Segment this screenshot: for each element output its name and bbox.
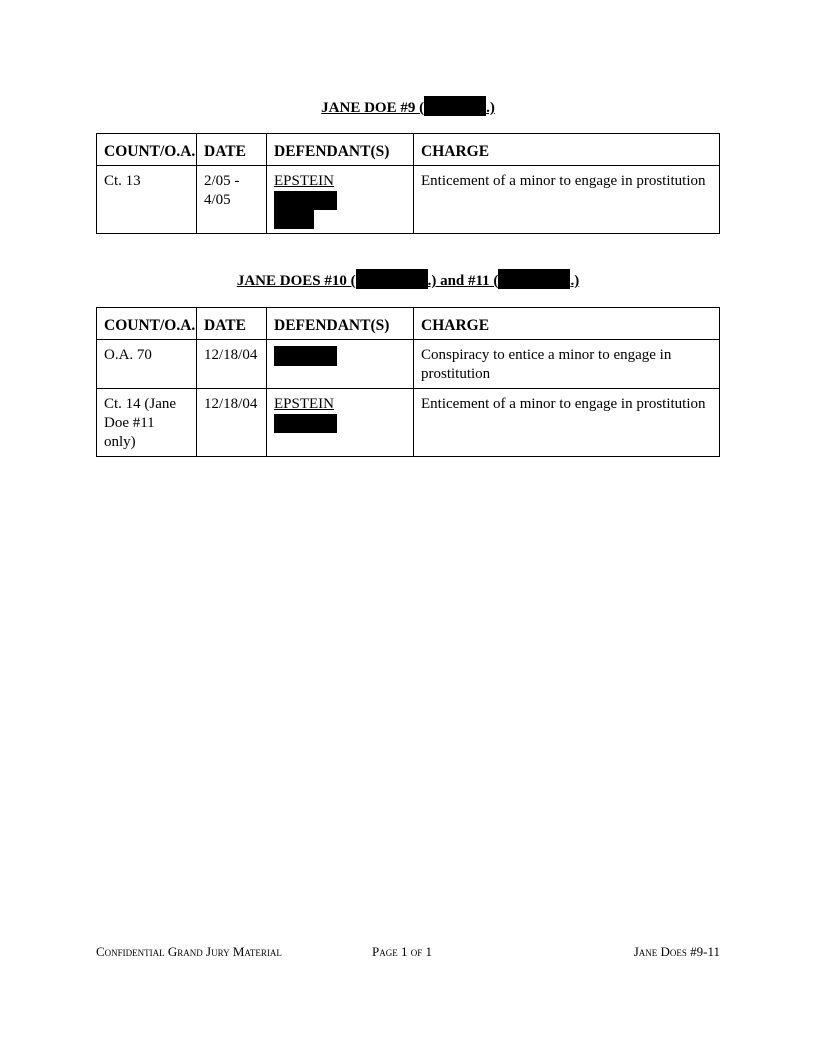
header-date: DATE <box>197 134 267 166</box>
date-text: 2/05 - 4/05 <box>204 173 240 208</box>
charge-cell: Enticement of a minor to engage in prostitution <box>414 166 720 234</box>
footer-right: Jane Does #9-11 <box>633 944 720 959</box>
redaction-box <box>274 210 314 229</box>
table-header-row <box>97 308 720 340</box>
charge-cell: Conspiracy to entice a minor to engage in prostitution <box>414 340 720 389</box>
date-cell: 12/18/04 <box>197 389 267 457</box>
defendant-name: EPSTEIN <box>274 396 334 412</box>
footer-page-number: Page 1 of 1 <box>372 944 432 959</box>
section1-title-prefix: JANE DOE #9 ( <box>321 100 425 116</box>
section1-title-suffix: .) <box>486 100 495 116</box>
date-cell <box>197 166 267 234</box>
defendant-name: EPSTEIN <box>274 173 334 189</box>
defendant-cell <box>267 340 414 389</box>
redaction-box <box>274 346 337 366</box>
header-count: COUNT/O.A. <box>97 308 197 340</box>
section2-table <box>96 307 720 457</box>
table-row <box>97 389 720 457</box>
section1-table <box>96 133 720 234</box>
header-charge: CHARGE <box>414 308 720 340</box>
defendant-cell <box>267 389 414 457</box>
defendant-cell <box>267 166 414 234</box>
section2-title-part3: .) <box>570 273 580 289</box>
section2-title-part2: .) and #11 ( <box>427 273 499 289</box>
header-charge: CHARGE <box>414 134 720 166</box>
header-date: DATE <box>197 308 267 340</box>
date-cell: 12/18/04 <box>197 340 267 389</box>
header-defendants: DEFENDANT(S) <box>267 134 414 166</box>
section1-title <box>0 96 816 117</box>
header-count: COUNT/O.A. <box>97 134 197 166</box>
table-row <box>97 166 720 234</box>
redaction-box <box>424 96 486 116</box>
count-cell: O.A. 70 <box>97 340 197 389</box>
count-cell: Ct. 13 <box>97 166 197 234</box>
footer-left: Confidential Grand Jury Material <box>96 944 282 959</box>
section2-title <box>0 269 816 290</box>
redaction-box <box>274 414 337 433</box>
redaction-box <box>274 191 337 210</box>
charge-cell: Enticement of a minor to engage in prostitution <box>414 389 720 457</box>
table-row <box>97 340 720 389</box>
redaction-box <box>498 269 570 289</box>
redaction-box <box>356 269 428 289</box>
count-cell: Ct. 14 (Jane Doe #11 only) <box>97 389 197 457</box>
header-defendants: DEFENDANT(S) <box>267 308 414 340</box>
table-header-row <box>97 134 720 166</box>
section2-title-part1: JANE DOES #10 ( <box>236 273 356 289</box>
